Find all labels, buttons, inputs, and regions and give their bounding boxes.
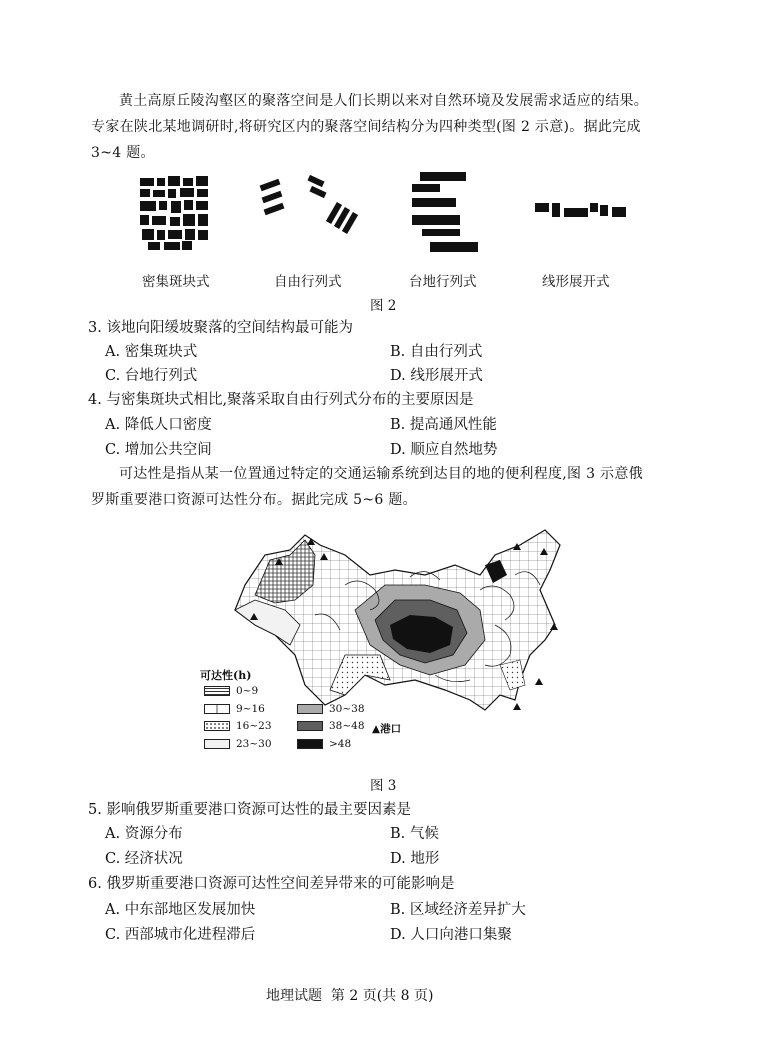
linear-spread-pattern: [535, 203, 626, 217]
fig2-label-linear: 线形展开式: [542, 274, 610, 290]
fig2-label-terrace: 台地行列式: [409, 274, 477, 290]
legend-item-30-38: [297, 703, 365, 715]
legend-swatch-30-38: [297, 704, 323, 714]
intro1-line2: 专家在陕北某地调研时,将研究区内的聚落空间结构分为四种类型(图 2 示意)。据此完成: [91, 119, 641, 135]
intro-paragraph-1: [91, 88, 691, 166]
q5-option-d: D. 地形: [390, 851, 440, 867]
legend-item-over-48: [297, 738, 351, 750]
terrace-row-pattern: [412, 172, 478, 252]
legend-label-38-48: 38~48: [329, 720, 365, 732]
legend-item-23-30: [204, 738, 272, 750]
q6-option-d: D. 人口向港口集聚: [390, 927, 512, 943]
q4-option-c: C. 增加公共空间: [105, 442, 212, 458]
q3-option-b: B. 自由行列式: [390, 344, 483, 360]
fig2-label-dense: 密集斑块式: [142, 274, 210, 290]
legend-item-16-23: [204, 720, 272, 732]
q6-option-c: C. 西部城市化进程滞后: [105, 927, 256, 943]
legend-label-16-23: 16~23: [236, 720, 272, 732]
legend-label-0-9: 0~9: [236, 685, 259, 697]
q3-option-d: D. 线形展开式: [390, 368, 483, 384]
intro-paragraph-2: [91, 461, 691, 513]
legend-swatch-16-23: [204, 721, 230, 731]
legend-item-0-9: [204, 685, 258, 697]
legend-swatch-over-48: [297, 739, 323, 749]
question-3-stem: 3. 该地向阳缓坡聚落的空间结构最可能为: [88, 320, 353, 336]
intro2-line1: 可达性是指从某一位置通过特定的交通运输系统到达目的地的便利程度,图 3 示意俄: [119, 466, 643, 482]
legend-port: ▲港口: [372, 723, 402, 735]
intro1-line1: 黄土高原丘陵沟壑区的聚落空间是人们长期以来对自然环境及发展需求适应的结果。: [119, 93, 649, 109]
q6-option-b: B. 区域经济差异扩大: [390, 902, 526, 918]
fig2-caption: 图 2: [370, 298, 397, 314]
legend-title: 可达性(h): [200, 669, 252, 682]
page-footer: 地理试题 第 2 页(共 8 页): [266, 988, 434, 1004]
fig3-caption: 图 3: [370, 778, 397, 794]
legend-label-over-48: >48: [329, 738, 352, 750]
legend-item-38-48: [297, 720, 365, 732]
question-5-stem: 5. 影响俄罗斯重要港口资源可达性的最主要因素是: [88, 802, 411, 818]
q6-option-a: A. 中东部地区发展加快: [105, 902, 256, 918]
q4-option-a: A. 降低人口密度: [105, 417, 212, 433]
intro2-line2: 罗斯重要港口资源可达性分布。据此完成 5~6 题。: [91, 492, 417, 508]
intro1-line3: 3~4 题。: [91, 145, 155, 161]
q5-option-a: A. 资源分布: [105, 826, 183, 842]
legend-swatch-23-30: [204, 739, 230, 749]
q4-option-d: D. 顺应自然地势: [390, 442, 498, 458]
legend-label-30-38: 30~38: [329, 703, 365, 715]
legend-swatch-0-9: [204, 686, 230, 696]
legend-item-9-16: [204, 703, 265, 715]
q5-option-c: C. 经济状况: [105, 851, 183, 867]
q3-option-c: C. 台地行列式: [105, 368, 198, 384]
legend-label-23-30: 23~30: [236, 738, 272, 750]
legend-swatch-38-48: [297, 721, 323, 731]
figure-2-settlement-patterns: [120, 170, 640, 260]
q4-option-b: B. 提高通风性能: [390, 417, 497, 433]
legend-swatch-9-16: [204, 704, 230, 714]
dense-patch-pattern: [140, 176, 208, 250]
free-row-pattern: [260, 175, 359, 234]
fig2-label-free: 自由行列式: [274, 274, 342, 290]
question-6-stem: 6. 俄罗斯重要港口资源可达性空间差异带来的可能影响是: [88, 876, 455, 892]
figure-3-russia-accessibility-map: [195, 515, 575, 755]
q3-option-a: A. 密集斑块式: [105, 344, 198, 360]
question-4-stem: 4. 与密集斑块式相比,聚落采取自由行列式分布的主要原因是: [88, 392, 474, 408]
legend-label-9-16: 9~16: [236, 703, 265, 715]
q5-option-b: B. 气候: [390, 826, 439, 842]
